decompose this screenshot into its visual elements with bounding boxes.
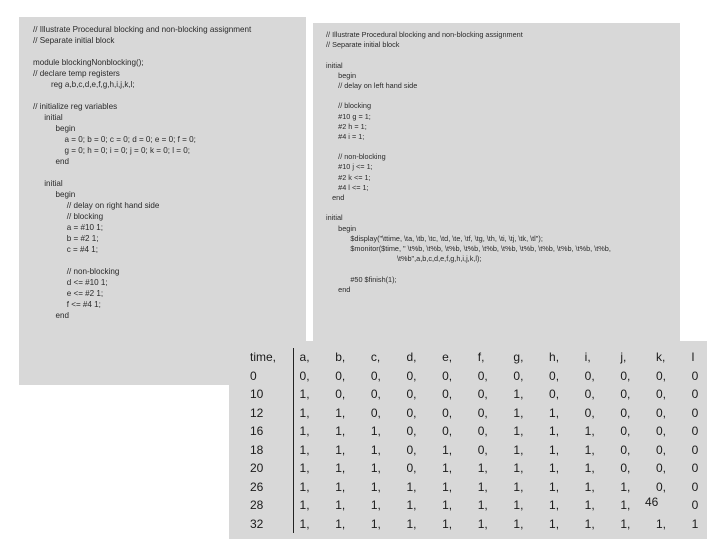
column-header: g, (513, 350, 524, 365)
value-cell: 1, (655, 516, 666, 531)
value-cell: 1, (442, 498, 453, 513)
time-cell: 0 (243, 367, 293, 386)
table-row (243, 459, 707, 478)
code-line: initial (33, 179, 63, 188)
value-cell: 1, (299, 498, 310, 513)
code-line: begin (33, 124, 76, 133)
code-line: // blocking (326, 101, 372, 111)
value-cell: 0, (620, 368, 631, 383)
value-cell: 1, (584, 498, 595, 513)
value-cell: 0, (442, 424, 453, 439)
value-cell: 1, (477, 461, 488, 476)
value-cell: 0, (477, 424, 488, 439)
value-cell: 0, (406, 424, 417, 439)
value-cell: 0, (335, 368, 346, 383)
code-line (326, 142, 611, 152)
value-cell: 0, (370, 405, 381, 420)
value-cell: 0, (299, 368, 310, 383)
value-cell: 0, (584, 368, 595, 383)
value-cell: 0, (620, 405, 631, 420)
table-row (243, 385, 707, 404)
value-cell: 1, (620, 479, 631, 494)
value-cell: 0, (620, 387, 631, 402)
value-cell: 1, (584, 424, 595, 439)
code-line: g = 0; h = 0; i = 0; j = 0; k = 0; l = 0; (33, 146, 191, 155)
code-line: end (33, 311, 69, 320)
code-line: begin (33, 190, 76, 199)
value-cell: 1, (370, 442, 381, 457)
value-cell: 0, (584, 405, 595, 420)
value-cell: 0, (620, 424, 631, 439)
value-cell: 0, (477, 405, 488, 420)
value-cell: 1, (549, 424, 560, 439)
left-code-block (33, 24, 251, 321)
output-table-panel (229, 341, 707, 539)
table-row (243, 404, 707, 423)
value-cell: 0, (655, 461, 666, 476)
time-cell: 12 (243, 404, 293, 423)
value-cell: 0 (691, 424, 699, 439)
code-line: reg a,b,c,d,e,f,g,h,i,j,k,l; (33, 80, 135, 89)
column-header: f, (477, 350, 485, 365)
right-code-panel (313, 23, 680, 353)
time-cell: 20 (243, 459, 293, 478)
value-cell: 1, (370, 461, 381, 476)
time-cell: 32 (243, 515, 293, 534)
value-cell: 1, (370, 498, 381, 513)
value-cell: 1, (299, 461, 310, 476)
code-line: #10 g = 1; (326, 111, 371, 121)
value-cell: 1, (335, 405, 346, 420)
value-cell: 1, (299, 387, 310, 402)
code-line: initial (326, 60, 343, 70)
code-line: #10 j <= 1; (326, 162, 373, 172)
value-cell: 0, (655, 368, 666, 383)
value-cell: 0, (620, 442, 631, 457)
time-cell: 28 (243, 496, 293, 515)
time-cell: 16 (243, 422, 293, 441)
code-line: a = #10 1; (33, 223, 103, 232)
column-header: k, (655, 350, 666, 365)
code-line: // Separate initial block (326, 40, 400, 50)
value-cell: 0, (442, 405, 453, 420)
value-cell: 1, (335, 498, 346, 513)
table-body (243, 367, 707, 534)
value-cell: 1, (335, 479, 346, 494)
table-row (243, 478, 707, 497)
value-cell: 0 (691, 442, 699, 457)
code-line (33, 46, 251, 57)
value-cell: 1, (549, 405, 560, 420)
column-header: d, (406, 350, 417, 365)
value-cell: 1, (584, 461, 595, 476)
value-cell: 1, (549, 516, 560, 531)
code-line (326, 203, 611, 213)
value-cell: 1, (370, 479, 381, 494)
value-cell: 1, (442, 461, 453, 476)
code-line: $display("\ttime, \ta, \tb, \tc, \td, \te, \tf, \tg, \th, \ti, \tj, \tk, \tl"); (326, 233, 543, 243)
value-cell: 0, (549, 368, 560, 383)
code-line (33, 255, 251, 266)
value-cell: 0, (477, 387, 488, 402)
code-line: end (326, 284, 351, 294)
value-cell: 1, (584, 442, 595, 457)
value-cell: 0, (370, 368, 381, 383)
value-cell: 0, (406, 368, 417, 383)
code-line: // blocking (33, 212, 104, 221)
value-cell: 0, (370, 387, 381, 402)
value-cell: 1, (299, 424, 310, 439)
column-header: l (691, 350, 695, 365)
value-cell: 0 (691, 368, 699, 383)
value-cell: 0, (442, 387, 453, 402)
time-cell: 26 (243, 478, 293, 497)
value-cell: 1, (406, 498, 417, 513)
column-header: j, (620, 350, 627, 365)
column-header: c, (370, 350, 381, 365)
value-cell: 1, (442, 516, 453, 531)
code-line: end (33, 157, 69, 166)
left-code-panel (19, 17, 306, 385)
code-line: #2 k <= 1; (326, 172, 371, 182)
value-cell: 0 (691, 498, 699, 513)
value-cell: 0, (406, 461, 417, 476)
code-line: // delay on left hand side (326, 80, 418, 90)
value-cell: 0, (549, 387, 560, 402)
value-cell: 1, (299, 405, 310, 420)
code-line: $monitor($time, " \t%b, \t%b, \t%b, \t%b, \t%b, \t%b, \t%b, \t%b, \t%b, \t%b, \t%b, (326, 243, 611, 253)
value-cell: 0, (477, 442, 488, 457)
code-line (33, 90, 251, 101)
value-cell: 1, (299, 442, 310, 457)
value-cell: 1, (477, 479, 488, 494)
code-line: begin (326, 70, 357, 80)
column-header: time, (243, 348, 293, 367)
table-row (243, 367, 707, 386)
value-cell: 1, (406, 479, 417, 494)
code-line: // Illustrate Procedural blocking and non-blocking assignment (33, 25, 252, 34)
code-line (326, 50, 611, 60)
column-header: i, (584, 350, 591, 365)
value-cell: 1, (584, 479, 595, 494)
code-line: initial (33, 113, 63, 122)
value-cell: 0 (691, 405, 699, 420)
value-cell: 1, (299, 479, 310, 494)
table-row (243, 422, 707, 441)
value-cell: 0 (691, 461, 699, 476)
value-cell: 1, (549, 498, 560, 513)
code-line (33, 167, 251, 178)
code-line: \t%b",a,b,c,d,e,f,g,h,i,j,k,l); (326, 254, 482, 264)
value-cell: 0, (655, 424, 666, 439)
code-line: e <= #2 1; (33, 289, 104, 298)
code-line: // initialize reg variables (33, 102, 118, 111)
value-cell: 1, (513, 405, 524, 420)
code-line: // declare temp registers (33, 69, 120, 78)
column-header: a, (299, 350, 310, 365)
value-cell: 0, (477, 368, 488, 383)
value-cell: 1, (513, 479, 524, 494)
code-line: // delay on right hand side (33, 201, 160, 210)
code-line: // non-blocking (326, 152, 386, 162)
code-line (326, 91, 611, 101)
value-cell: 1 (691, 516, 699, 531)
column-header: b, (335, 350, 346, 365)
code-line: end (326, 193, 345, 202)
code-line: // non-blocking (33, 267, 120, 276)
value-cell: 1, (513, 516, 524, 531)
code-line: #4 l <= 1; (326, 182, 369, 192)
code-line: initial (326, 213, 343, 223)
code-line (326, 264, 611, 274)
code-line: #4 i = 1; (326, 131, 365, 141)
value-cell: 1, (513, 442, 524, 457)
table-row (243, 515, 707, 534)
value-cell: 1, (549, 479, 560, 494)
value-cell: 1, (370, 424, 381, 439)
value-cell: 0 (691, 387, 699, 402)
column-header: e, (442, 350, 453, 365)
value-cell: 1, (477, 498, 488, 513)
value-cell: 0, (655, 479, 666, 494)
value-cell: 1, (335, 461, 346, 476)
code-line: // Separate initial block (33, 36, 115, 45)
value-cell: 1, (406, 516, 417, 531)
value-cell: 0, (655, 387, 666, 402)
column-header: h, (549, 350, 560, 365)
code-line: c = #4 1; (33, 245, 99, 254)
right-code-block (326, 30, 611, 295)
value-cell: 0, (406, 405, 417, 420)
value-cell: 0, (620, 461, 631, 476)
value-cell: 0, (406, 387, 417, 402)
value-cell: 1, (513, 461, 524, 476)
time-cell: 18 (243, 441, 293, 460)
code-line: #2 h = 1; (326, 121, 367, 131)
code-line: module blockingNonblocking(); (33, 58, 144, 67)
value-cell: 1, (620, 498, 631, 513)
value-cell: 1, (584, 516, 595, 531)
value-cell: 1, (513, 498, 524, 513)
simulation-output-table (243, 348, 707, 533)
table-row (243, 441, 707, 460)
value-cell: 1, (477, 516, 488, 531)
time-cell: 10 (243, 385, 293, 404)
value-cell: 1, (620, 516, 631, 531)
value-cell: 0, (513, 368, 524, 383)
value-cell: 0 (691, 479, 699, 494)
code-line: #50 $finish(1); (326, 274, 397, 284)
value-cell: 1, (442, 479, 453, 494)
page-number: 46 (645, 495, 659, 509)
code-line: d <= #10 1; (33, 278, 108, 287)
value-cell: 0, (442, 368, 453, 383)
table-header-row (243, 348, 707, 367)
value-cell: 1, (442, 442, 453, 457)
value-cell: 0, (655, 405, 666, 420)
value-cell: 1, (299, 516, 310, 531)
value-cell: 1, (513, 387, 524, 402)
code-line: b = #2 1; (33, 234, 99, 243)
code-line: f <= #4 1; (33, 300, 101, 309)
value-cell: 1, (370, 516, 381, 531)
code-line: // Illustrate Procedural blocking and non-blocking assignment (326, 30, 523, 39)
value-cell: 0, (655, 442, 666, 457)
value-cell: 1, (335, 442, 346, 457)
value-cell: 1, (549, 442, 560, 457)
code-line: a = 0; b = 0; c = 0; d = 0; e = 0; f = 0; (33, 135, 196, 144)
value-cell: 0, (335, 387, 346, 402)
code-line: begin (326, 223, 357, 233)
value-cell: 1, (549, 461, 560, 476)
value-cell: 1, (335, 424, 346, 439)
value-cell: 0, (584, 387, 595, 402)
value-cell: 1, (513, 424, 524, 439)
value-cell: 0, (406, 442, 417, 457)
table-row (243, 496, 707, 515)
value-cell: 1, (335, 516, 346, 531)
